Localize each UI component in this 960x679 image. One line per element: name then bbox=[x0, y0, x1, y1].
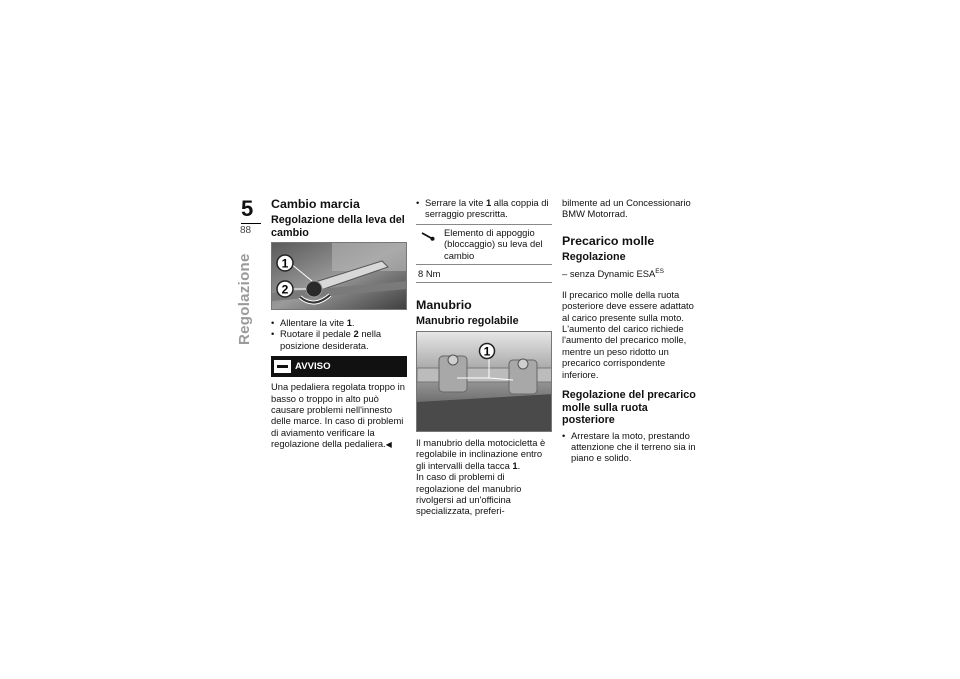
handlebar-text: Il manubrio della motocicletta è regolabile in inclinazione entro gli intervalli della tacca 1. bbox=[416, 436, 546, 471]
list-item: • Serrare la vite 1 alla coppia di serraggio prescritta. bbox=[416, 197, 552, 220]
torque-label-row bbox=[416, 225, 552, 265]
section-title-manubrio: Manubrio bbox=[416, 298, 472, 313]
warning-box bbox=[271, 356, 407, 377]
page-number: 88 bbox=[240, 225, 252, 236]
torque-label: Elemento di appoggio (bloccaggio) su leva del cambio bbox=[444, 226, 543, 261]
chapter-number: 5 bbox=[241, 196, 254, 221]
section-title-precarico: Precarico molle bbox=[562, 233, 655, 248]
column-3 bbox=[562, 197, 698, 464]
subtitle-manubrio-regolabile: Manubrio regolabile bbox=[416, 315, 519, 328]
torque-table bbox=[416, 224, 552, 284]
handlebar-photo bbox=[417, 332, 552, 431]
continued-text: bilmente ad un Concessionario BMW Motorrad. bbox=[562, 197, 691, 220]
list-item: • Arrestare la moto, prestando attenzione che il terreno sia in piano e solido. bbox=[562, 430, 698, 464]
list-item: • Ruotare il pedale 2 nella posizione desiderata. bbox=[271, 328, 407, 351]
fig-label-1: 1 bbox=[483, 344, 491, 359]
column-2 bbox=[416, 197, 552, 517]
chapter-divider bbox=[241, 223, 261, 224]
handlebar-text-2: In caso di problemi di regolazione del manubrio rivolgersi ad un'officina specializzata, preferi- bbox=[416, 471, 522, 517]
subtitle-precarico-posteriore: Regolazione del precarico molle sulla ruota posteriore bbox=[562, 389, 696, 427]
gear-lever-photo bbox=[272, 243, 407, 309]
preload-text: Il precarico molle della ruota posteriore deve essere adattato al carico presente sulla moto. L'aumento del carico richiede l'aumento del precarico molle, mentre un peso ridotto un precarico corrispondente inferiore. bbox=[562, 288, 694, 380]
wrench-warning-icon bbox=[274, 360, 291, 373]
list-item: • Allentare la vite 1. bbox=[271, 317, 407, 328]
steps-list bbox=[271, 317, 407, 351]
warning-label: AVVISO bbox=[295, 361, 331, 373]
steps-list bbox=[562, 430, 698, 464]
subtitle-leva-cambio: Regolazione della leva del cambio bbox=[271, 214, 405, 239]
column-1 bbox=[271, 197, 407, 451]
subtitle-regolazione: Regolazione bbox=[562, 250, 626, 263]
warning-text: Una pedaliera regolata troppo in basso o troppo in alto può causare problemi nell'innesto delle marce. In caso di problemi di aviamento verificare la regolazione della pedaliera.◀ bbox=[271, 381, 405, 450]
steps-list bbox=[416, 197, 552, 220]
section-title-cambio: Cambio marcia bbox=[271, 197, 360, 211]
torque-wrench-icon bbox=[421, 231, 435, 241]
section-side-title: Regolazione bbox=[236, 253, 253, 345]
torque-value: 8 Nm bbox=[418, 268, 441, 280]
fig-label-2: 2 bbox=[281, 282, 289, 297]
end-mark-icon: ◀ bbox=[385, 440, 392, 450]
figure-gear-lever bbox=[271, 242, 407, 310]
option-line: – senza Dynamic $ESA^{ES}$ bbox=[562, 268, 664, 280]
figure-handlebar bbox=[416, 331, 552, 432]
dash-icon: – bbox=[562, 268, 570, 280]
fig-label-1: 1 bbox=[281, 256, 289, 271]
